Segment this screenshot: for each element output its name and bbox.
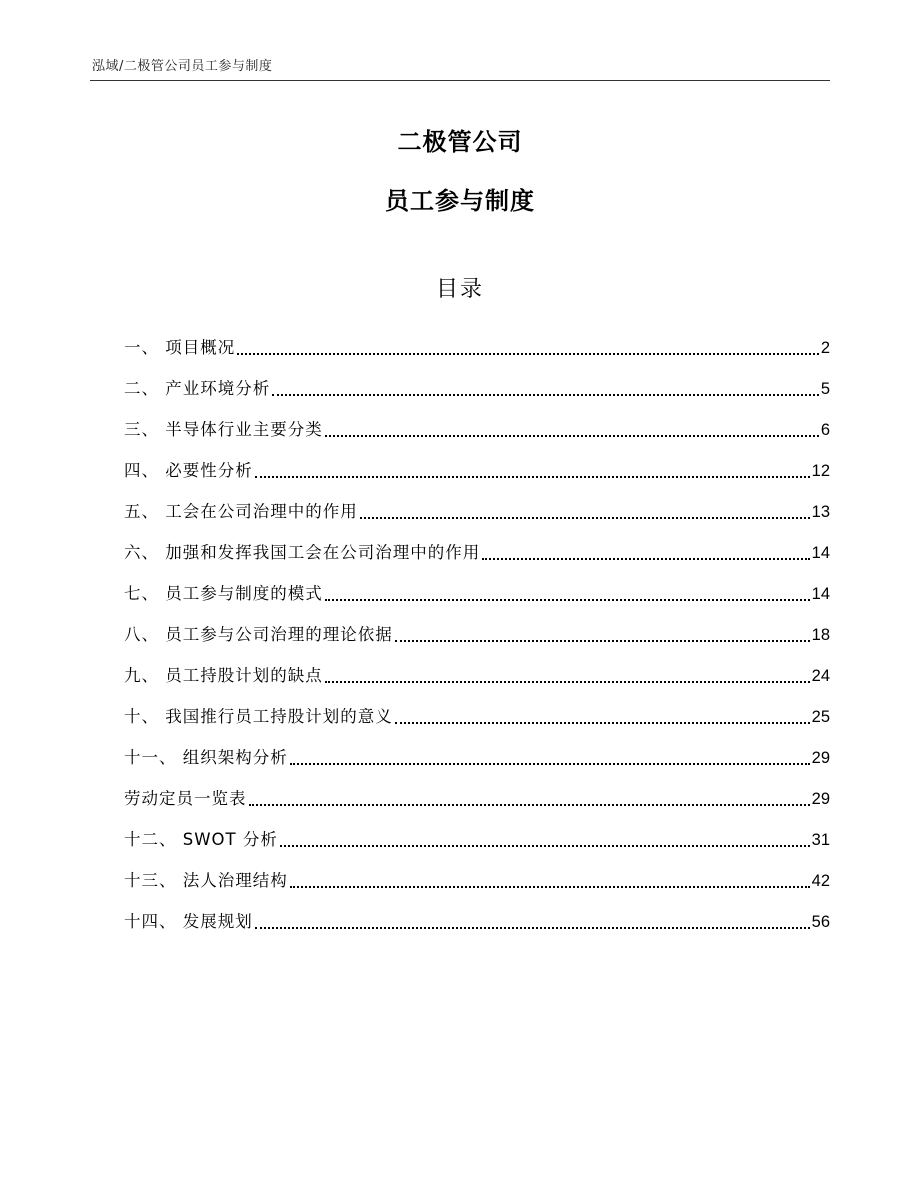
toc-entry[interactable] <box>124 773 830 814</box>
running-header: 泓域/二极管公司员工参与制度 <box>92 59 273 74</box>
toc-entry-label: 二、 产业环境分析 <box>124 379 271 398</box>
toc-entry-label: 十、 我国推行员工持股计划的意义 <box>124 707 393 726</box>
toc-entry-page: 12 <box>811 462 830 480</box>
toc-entry[interactable] <box>124 322 830 363</box>
toc-entry[interactable] <box>124 814 830 855</box>
toc-entry[interactable] <box>124 691 830 732</box>
toc-entry[interactable] <box>124 363 830 404</box>
toc-entry-page: 13 <box>811 503 830 521</box>
toc-entry-page: 31 <box>811 831 830 849</box>
toc-entry-label: 一、 项目概况 <box>124 338 236 357</box>
document-subtitle: 员工参与制度 <box>385 187 535 215</box>
toc-entry-label: 十二、 SWOT 分析 <box>124 830 278 849</box>
toc-entry-label: 劳动定员一览表 <box>124 789 247 808</box>
toc-leader-dots <box>360 517 810 519</box>
toc-leader-dots <box>255 927 810 929</box>
toc-leader-dots <box>290 886 810 888</box>
toc-leader-dots <box>280 845 810 847</box>
toc-heading: 目录 <box>435 277 484 302</box>
toc-entry-page: 14 <box>811 585 830 603</box>
toc-entry[interactable] <box>124 404 830 445</box>
toc-leader-dots <box>395 722 810 724</box>
toc-entry-label: 九、 员工持股计划的缺点 <box>124 666 323 685</box>
toc-entry-page: 25 <box>811 708 830 726</box>
toc-entry-page: 24 <box>811 667 830 685</box>
toc-leader-dots <box>395 640 810 642</box>
toc-entry-page: 29 <box>811 790 830 808</box>
toc-entry-page: 42 <box>811 872 830 890</box>
toc-leader-dots <box>325 435 819 437</box>
toc-entry[interactable] <box>124 609 830 650</box>
toc-leader-dots <box>482 558 809 560</box>
toc-entry-label: 八、 员工参与公司治理的理论依据 <box>124 625 393 644</box>
toc-entry-label: 十一、 组织架构分析 <box>124 748 288 767</box>
document-title: 二极管公司 <box>397 128 523 156</box>
toc-entry[interactable] <box>124 568 830 609</box>
toc-entry-page: 14 <box>811 544 830 562</box>
toc-entry[interactable] <box>124 896 830 937</box>
toc-entry-page: 56 <box>811 913 830 931</box>
toc-entry-label: 十三、 法人治理结构 <box>124 871 288 890</box>
toc-leader-dots <box>325 681 810 683</box>
toc-entry[interactable] <box>124 445 830 486</box>
toc-entry-label: 十四、 发展规划 <box>124 912 253 931</box>
toc-entry-label: 四、 必要性分析 <box>124 461 253 480</box>
toc-entry-page: 5 <box>820 380 830 398</box>
toc-leader-dots <box>237 353 819 355</box>
table-of-contents <box>124 322 830 937</box>
toc-leader-dots <box>290 763 810 765</box>
toc-leader-dots <box>325 599 810 601</box>
toc-leader-dots <box>272 394 819 396</box>
toc-entry-page: 2 <box>820 339 830 357</box>
toc-entry-label: 五、 工会在公司治理中的作用 <box>124 502 358 521</box>
toc-entry-label: 六、 加强和发挥我国工会在公司治理中的作用 <box>124 543 481 562</box>
toc-entry-page: 18 <box>811 626 830 644</box>
toc-entry-label: 三、 半导体行业主要分类 <box>124 420 323 439</box>
toc-entry-label: 七、 员工参与制度的模式 <box>124 584 323 603</box>
toc-entry-page: 6 <box>820 421 830 439</box>
toc-leader-dots <box>249 804 810 806</box>
toc-entry[interactable] <box>124 486 830 527</box>
toc-entry[interactable] <box>124 527 830 568</box>
toc-entry[interactable] <box>124 855 830 896</box>
toc-entry[interactable] <box>124 650 830 691</box>
toc-entry[interactable] <box>124 732 830 773</box>
header-rule <box>90 80 830 81</box>
toc-entry-page: 29 <box>811 749 830 767</box>
toc-leader-dots <box>255 476 810 478</box>
